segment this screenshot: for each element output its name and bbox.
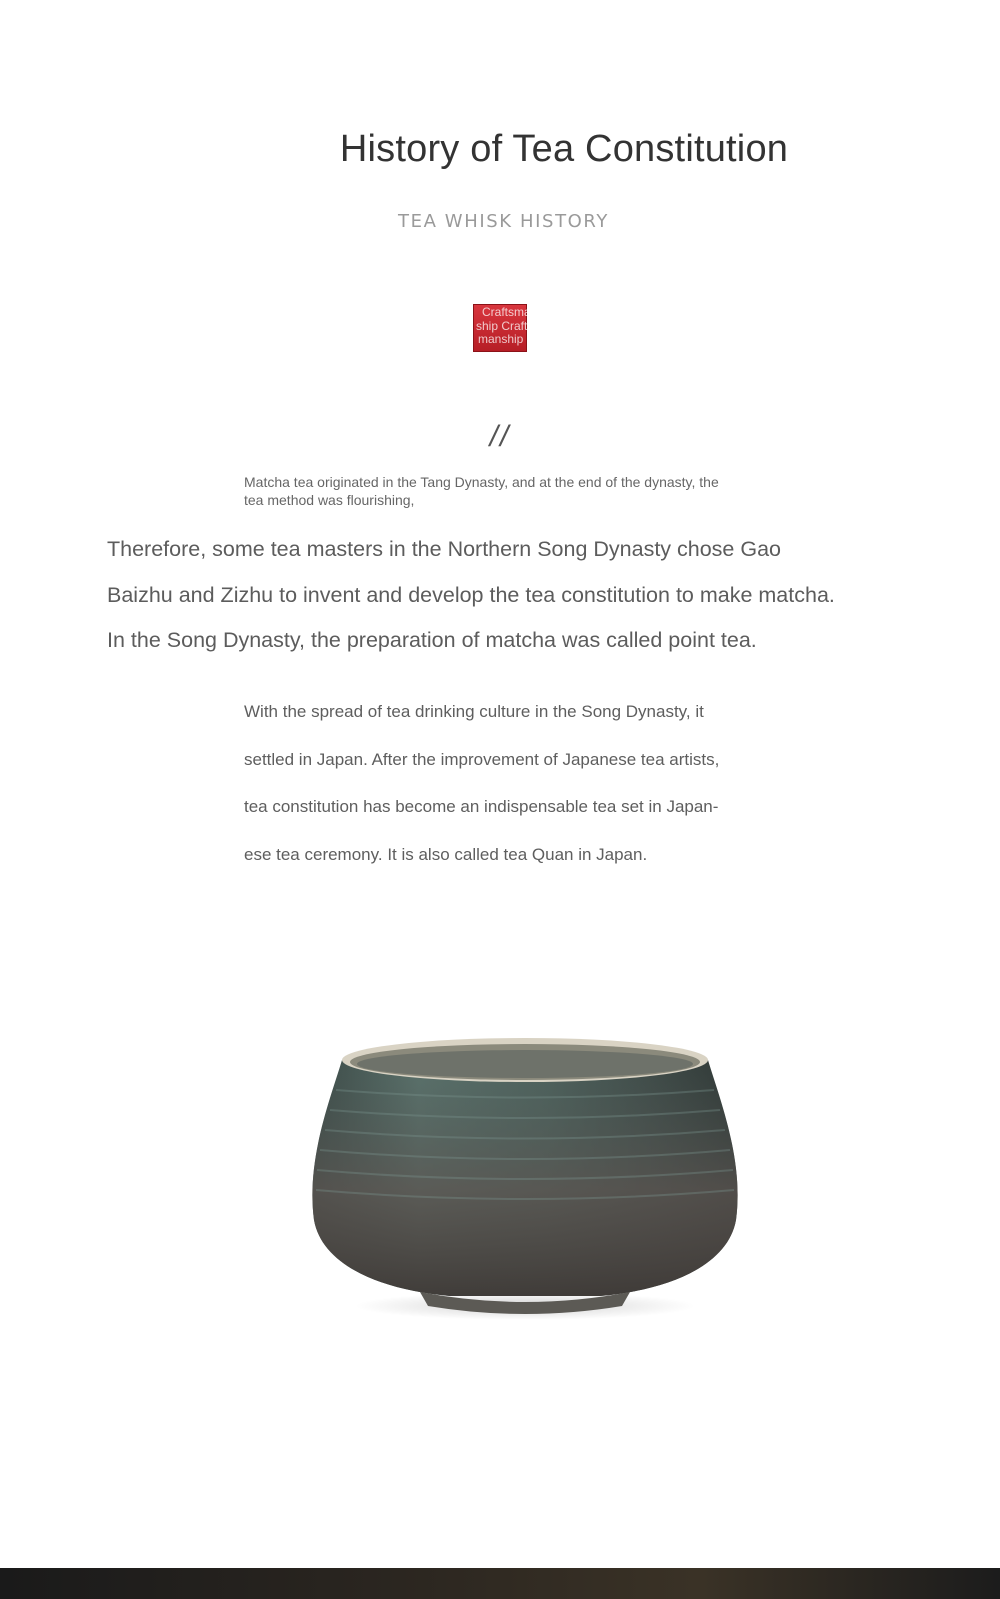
seal-line: manship bbox=[478, 332, 524, 346]
craftsmanship-seal bbox=[473, 304, 542, 352]
body-line: settled in Japan. After the improvement of Japanese tea artists, bbox=[244, 749, 720, 769]
highlight-line: In the Song Dynasty, the preparation of matcha was called point tea. bbox=[107, 628, 757, 652]
intro-paragraph bbox=[244, 473, 784, 509]
seal-line: Craftsman- bbox=[482, 305, 542, 319]
matcha-bowl-image bbox=[300, 1030, 750, 1340]
matcha-bowl-icon bbox=[300, 1030, 750, 1340]
highlight-paragraph bbox=[107, 527, 907, 664]
seal-line: ship Crafts- bbox=[476, 318, 538, 333]
page-title: History of Tea Constitution bbox=[339, 128, 789, 170]
bottom-bar bbox=[0, 1568, 1000, 1599]
highlight-line: Baizhu and Zizhu to invent and develop the tea constitution to make matcha. bbox=[107, 582, 835, 607]
page-subtitle: TEA WHISK HISTORY bbox=[398, 211, 609, 232]
body-line: With the spread of tea drinking culture in the Song Dynasty, it bbox=[244, 702, 704, 721]
body-paragraph bbox=[244, 688, 804, 878]
intro-line: tea method was flourishing, bbox=[244, 492, 415, 508]
body-line: tea constitution has become an indispensable tea set in Japan- bbox=[244, 797, 719, 816]
highlight-line: Therefore, some tea masters in the Northern Song Dynasty chose Gao bbox=[107, 537, 781, 561]
body-line: ese tea ceremony. It is also called tea Quan in Japan. bbox=[244, 844, 648, 864]
intro-line: Matcha tea originated in the Tang Dynasty, and at the end of the dynasty, the bbox=[244, 474, 719, 490]
section-divider: // bbox=[489, 420, 511, 453]
